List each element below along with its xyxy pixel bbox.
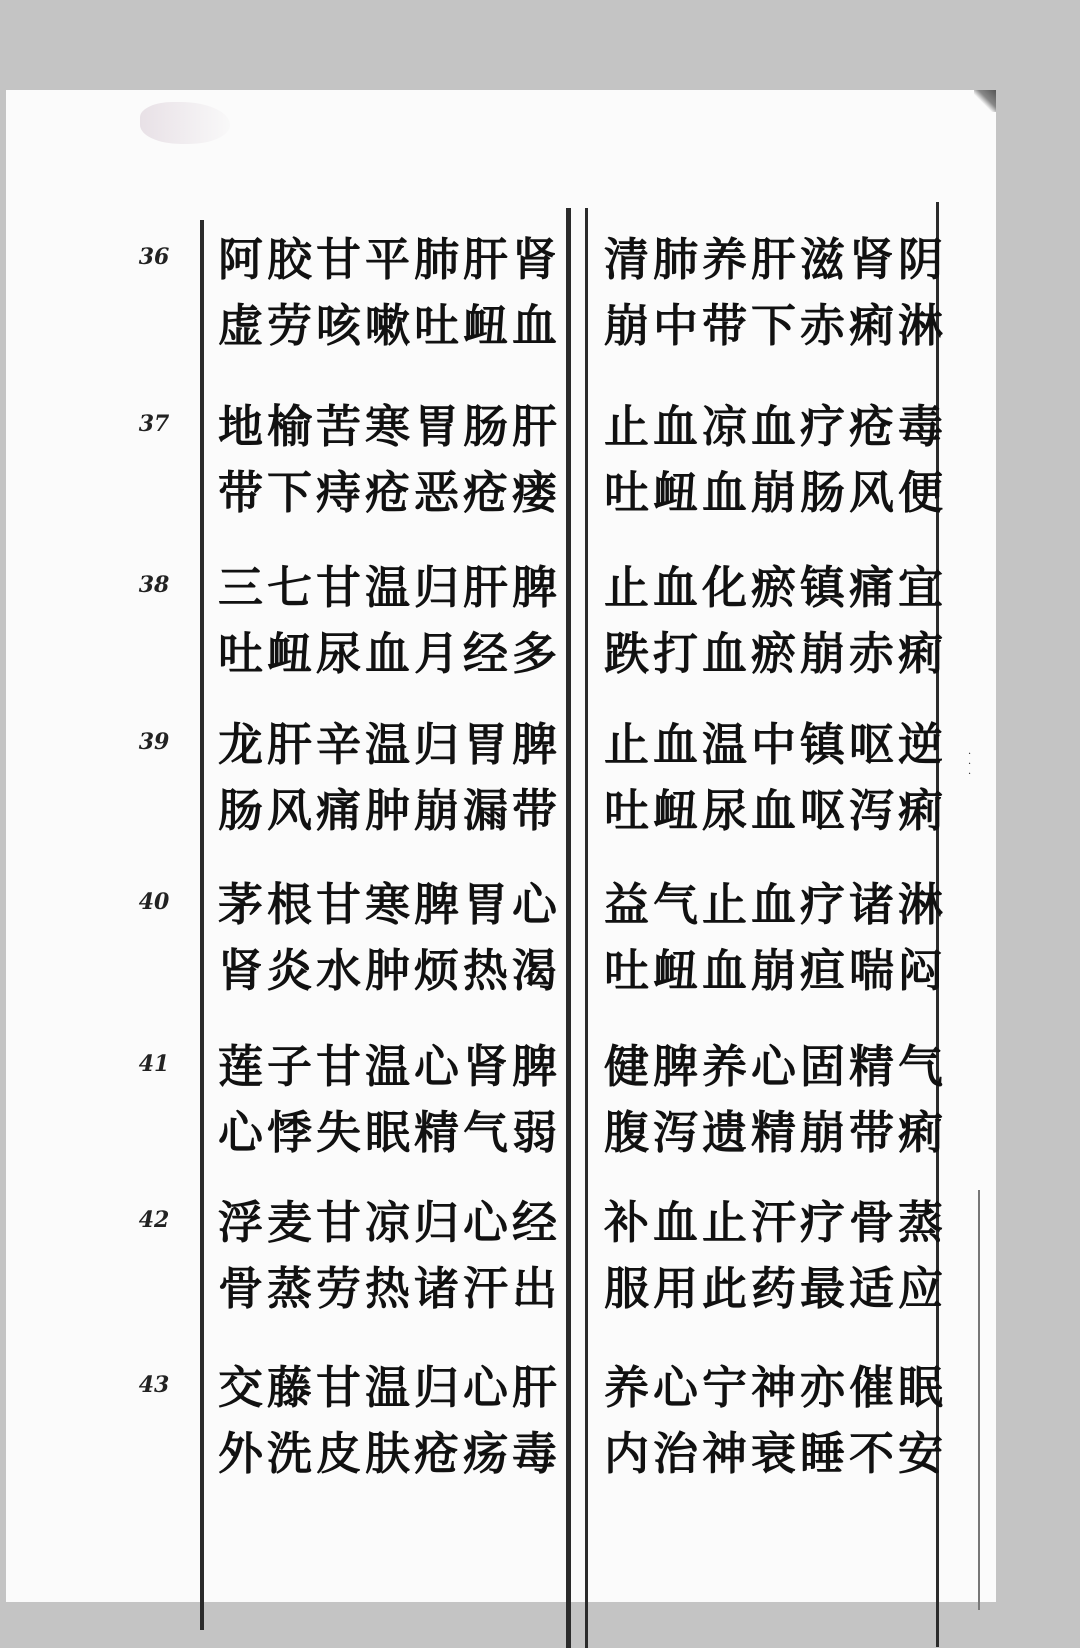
entry-39 <box>6 715 996 855</box>
verse-line: 服用此药最适应 <box>604 1262 948 1315</box>
verse-line: 虚劳咳嗽吐衄血 <box>218 299 562 352</box>
verse-line: 止血温中镇呕逆 <box>604 718 948 771</box>
verse-line: 止血凉血疗疮毒 <box>604 400 948 453</box>
verse-line: 肾炎水肿烦热渴 <box>218 944 562 997</box>
verse-line: 益气止血疗诸淋 <box>604 878 948 931</box>
verse-line: 崩中带下赤痢淋 <box>604 299 948 352</box>
verse-line: 地榆苦寒胃肠肝 <box>218 400 562 453</box>
entry-41 <box>6 1037 996 1177</box>
entry-43 <box>6 1358 996 1498</box>
entry-number: 39 <box>138 729 170 755</box>
verse-line: 吐衄尿血呕泻痢 <box>604 784 948 837</box>
entry-40 <box>6 875 996 1015</box>
verse-line: 三七甘温归肝脾 <box>218 561 562 614</box>
verse-line: 内治神衰睡不安 <box>604 1427 948 1480</box>
entry-number: 41 <box>138 1051 170 1077</box>
verse-line: 龙肝辛温归胃脾 <box>218 718 562 771</box>
entry-37 <box>6 397 996 537</box>
verse-line: 吐衄尿血月经多 <box>218 627 562 680</box>
verse-line: 阿胶甘平肺肝肾 <box>218 233 562 286</box>
verse-line: 骨蒸劳热诸汗出 <box>218 1262 562 1315</box>
entry-number: 37 <box>138 411 170 437</box>
verse-line: 养心宁神亦催眠 <box>604 1361 948 1414</box>
folded-corner <box>974 90 996 112</box>
verse-line: 浮麦甘凉归心经 <box>218 1196 562 1249</box>
verse-line: 吐衄血崩肠风便 <box>604 466 948 519</box>
verse-line: 交藤甘温归心肝 <box>218 1361 562 1414</box>
entry-number: 43 <box>138 1372 170 1398</box>
verse-line: 茅根甘寒脾胃心 <box>218 878 562 931</box>
verse-line: 吐衄血崩疸喘闷 <box>604 944 948 997</box>
entry-42 <box>6 1193 996 1333</box>
entry-38 <box>6 558 996 698</box>
verse-line: 跌打血瘀崩赤痢 <box>604 627 948 680</box>
verse-line: 莲子甘温心肾脾 <box>218 1040 562 1093</box>
entry-36 <box>6 230 996 370</box>
manuscript-page <box>6 90 996 1602</box>
verse-line: 清肺养肝滋肾阴 <box>604 233 948 286</box>
verse-line: 健脾养心固精气 <box>604 1040 948 1093</box>
entry-number: 42 <box>138 1207 170 1233</box>
verse-line: 外洗皮肤疮疡毒 <box>218 1427 562 1480</box>
entry-number: 36 <box>138 244 170 270</box>
verse-line: 肠风痛肿崩漏带 <box>218 784 562 837</box>
page-smudge <box>140 102 230 144</box>
entry-number: 38 <box>138 572 170 598</box>
verse-line: 止血化瘀镇痛宜 <box>604 561 948 614</box>
verse-line: 带下痔疮恶疮瘘 <box>218 466 562 519</box>
verse-line: 补血止汗疗骨蒸 <box>604 1196 948 1249</box>
margin-specks: · · · <box>968 749 972 780</box>
verse-line: 腹泻遗精崩带痢 <box>604 1106 948 1159</box>
verse-line: 心悸失眠精气弱 <box>218 1106 562 1159</box>
entry-number: 40 <box>138 889 170 915</box>
